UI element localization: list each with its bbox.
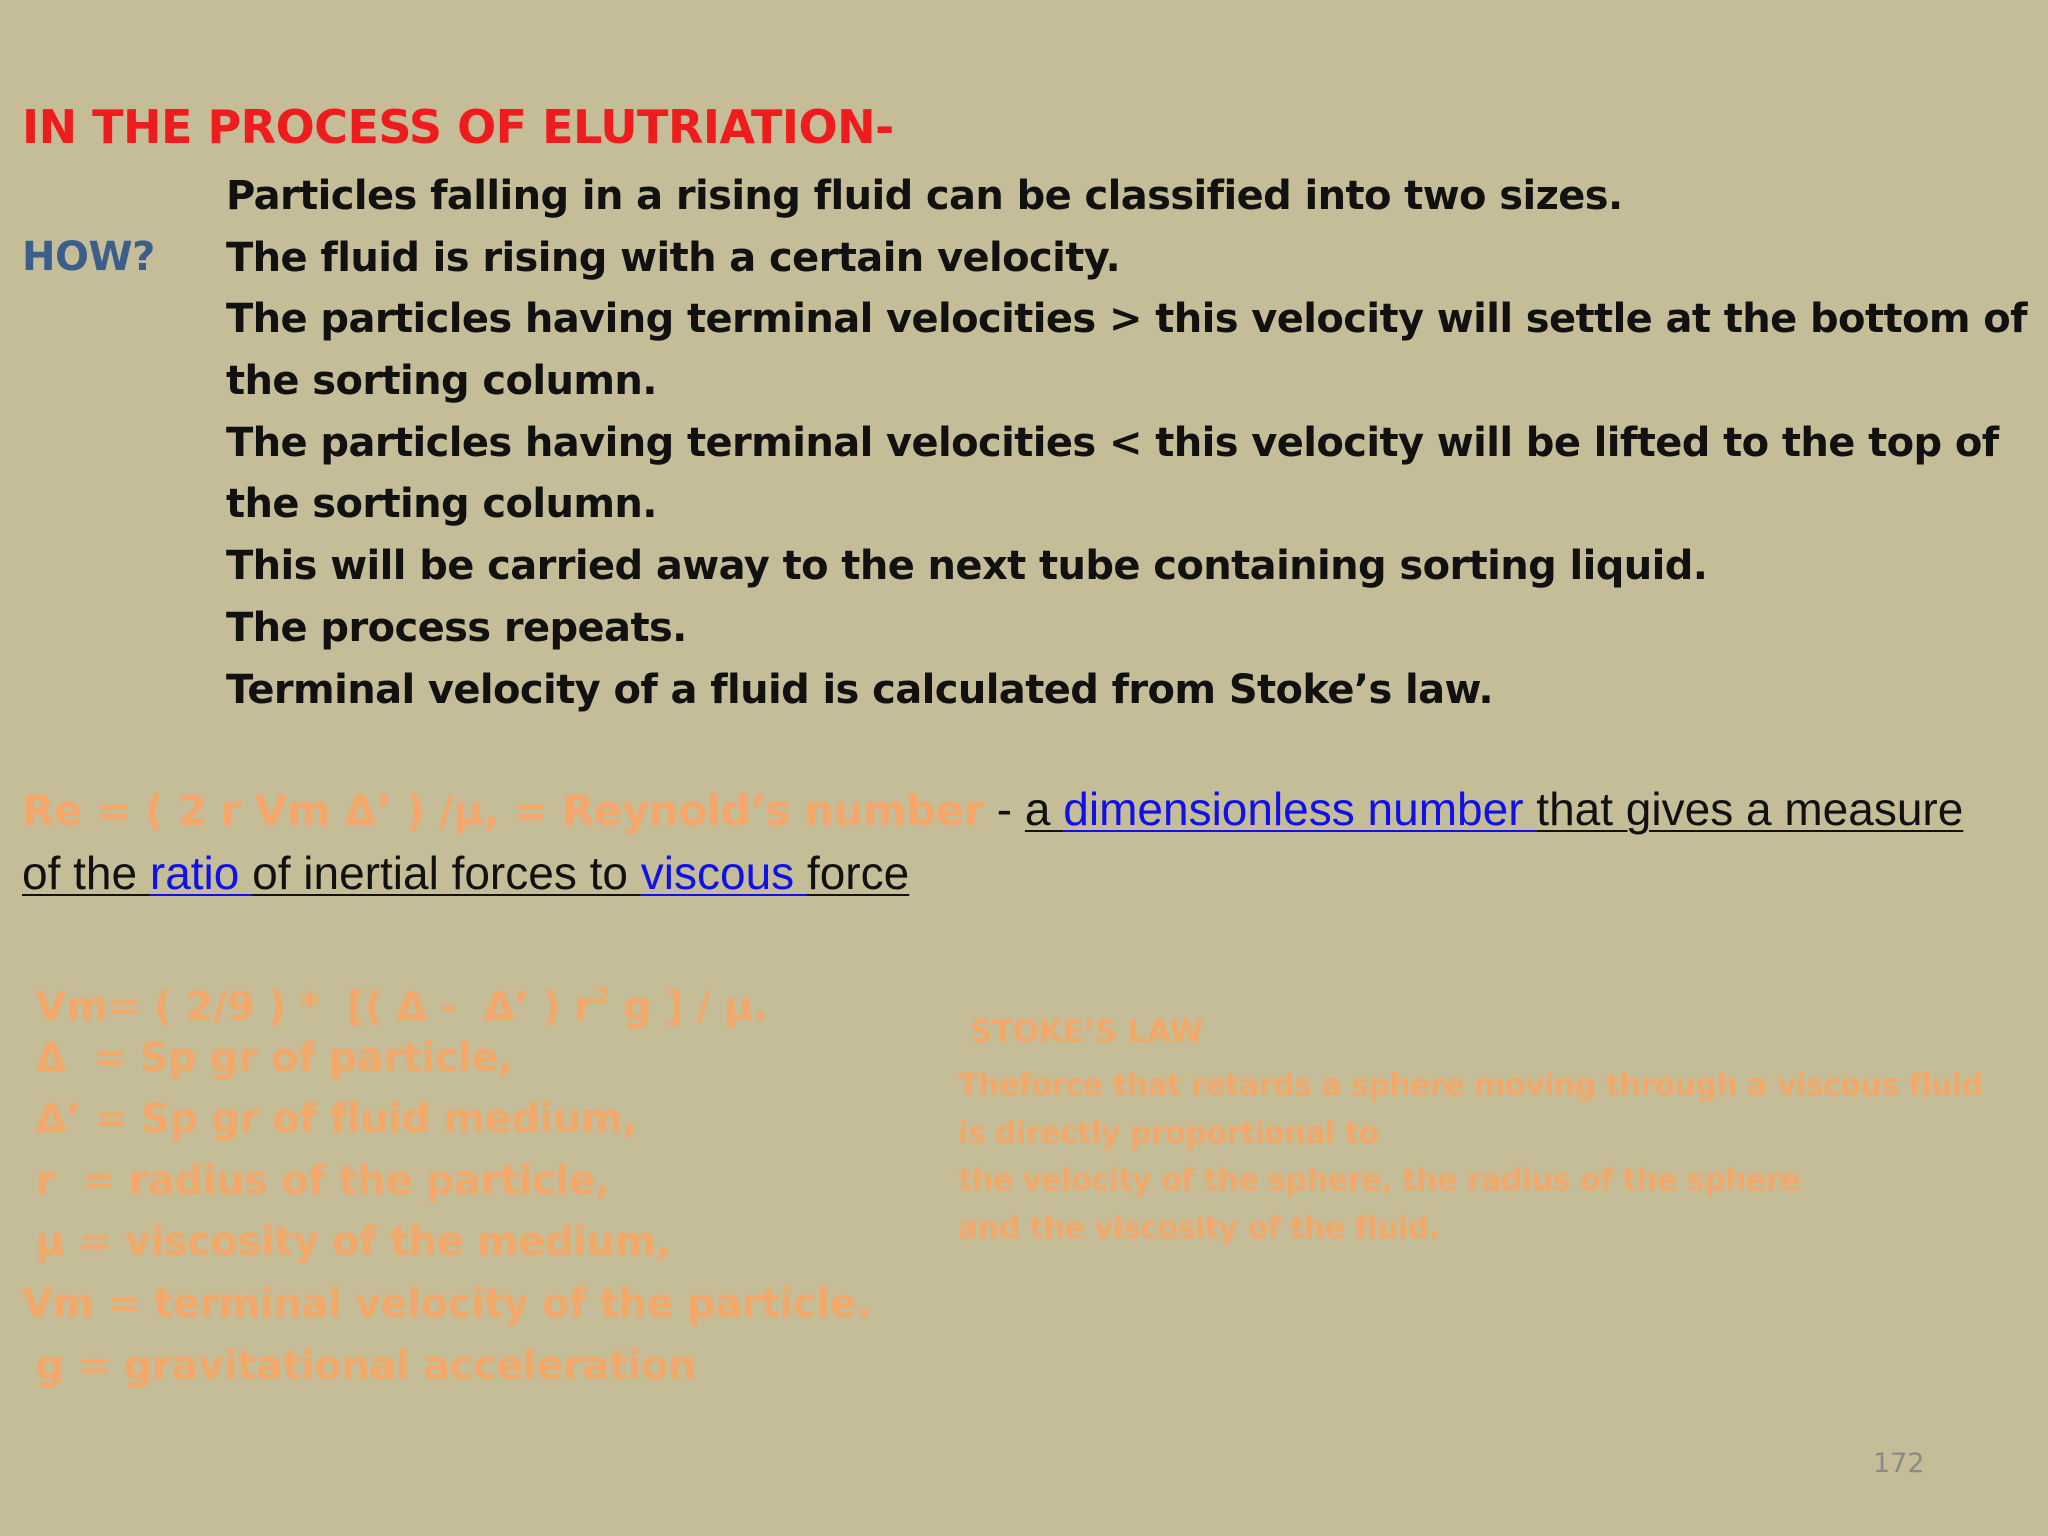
stokes-line: and the viscosity of the fluid. [958, 1210, 1440, 1246]
body-line: the sorting column. [226, 481, 657, 528]
variable-line: Δ = Sp gr of particle, [22, 1034, 513, 1081]
reynolds-formula: Re = ( 2 r Vm Δ’ ) /μ, = Reynold’s number [22, 786, 985, 835]
variable-line: r = radius of the particle, [22, 1157, 611, 1204]
reynolds-dash: - [984, 783, 1025, 835]
reynolds-text: that gives a measure [1536, 783, 1964, 835]
terminal-velocity-formula [22, 966, 871, 1028]
formula-suffix: g ] / μ. [609, 984, 768, 1030]
body-line: the sorting column. [226, 358, 657, 405]
stokes-line: is directly proportional to [958, 1115, 1379, 1151]
variable-line: μ = viscosity of the medium, [22, 1219, 671, 1266]
body-line: This will be carried away to the next tube containing sorting liquid. [226, 543, 1708, 590]
variable-line: g = gravitational acceleration [22, 1342, 697, 1389]
dimensionless-number-link[interactable]: dimensionless number [1063, 783, 1537, 835]
how-label: HOW? [22, 234, 155, 280]
variable-line: Δ’ = Sp gr of fluid medium, [22, 1096, 638, 1143]
page-number: 172 [1873, 1448, 1925, 1479]
stokes-line: Theforce that retards a sphere moving through a viscous fluid [958, 1068, 1983, 1103]
body-line: Terminal velocity of a fluid is calculated from Stoke’s law. [226, 666, 1493, 713]
body-line: The particles having terminal velocities > this velocity will settle at the bottom of [226, 296, 2027, 343]
reynolds-text: force [806, 847, 910, 899]
formula-prefix: Vm= ( 2/9 ) * [( Δ - Δ’ ) r [35, 984, 594, 1030]
viscous-link[interactable]: viscous [640, 847, 807, 899]
variable-line: Vm = terminal velocity of the particle. [22, 1280, 872, 1327]
reynolds-text: a [1024, 783, 1064, 835]
stokes-law-heading: STOKE’S LAW [970, 1014, 1204, 1050]
reynolds-definition [22, 778, 2022, 904]
reynolds-text: of inertial forces to [252, 847, 641, 899]
body-line: The process repeats. [226, 604, 687, 651]
stokes-line: the velocity of the sphere, the radius of the sphere [958, 1163, 1801, 1198]
slide-title: IN THE PROCESS OF ELUTRIATION- [22, 100, 894, 154]
body-line: The fluid is rising with a certain velocity. [226, 234, 1121, 281]
variables-list [22, 966, 871, 1397]
body-line: Particles falling in a rising fluid can be classified into two sizes. [226, 173, 1623, 219]
stokes-law-text [958, 1062, 1983, 1252]
body-text [226, 166, 2027, 721]
reynolds-text: of the [22, 847, 150, 899]
ratio-link[interactable]: ratio [149, 847, 253, 899]
body-line: The particles having terminal velocities < this velocity will be lifted to the top of [226, 419, 1999, 466]
formula-superscript: 2 [593, 982, 610, 1010]
